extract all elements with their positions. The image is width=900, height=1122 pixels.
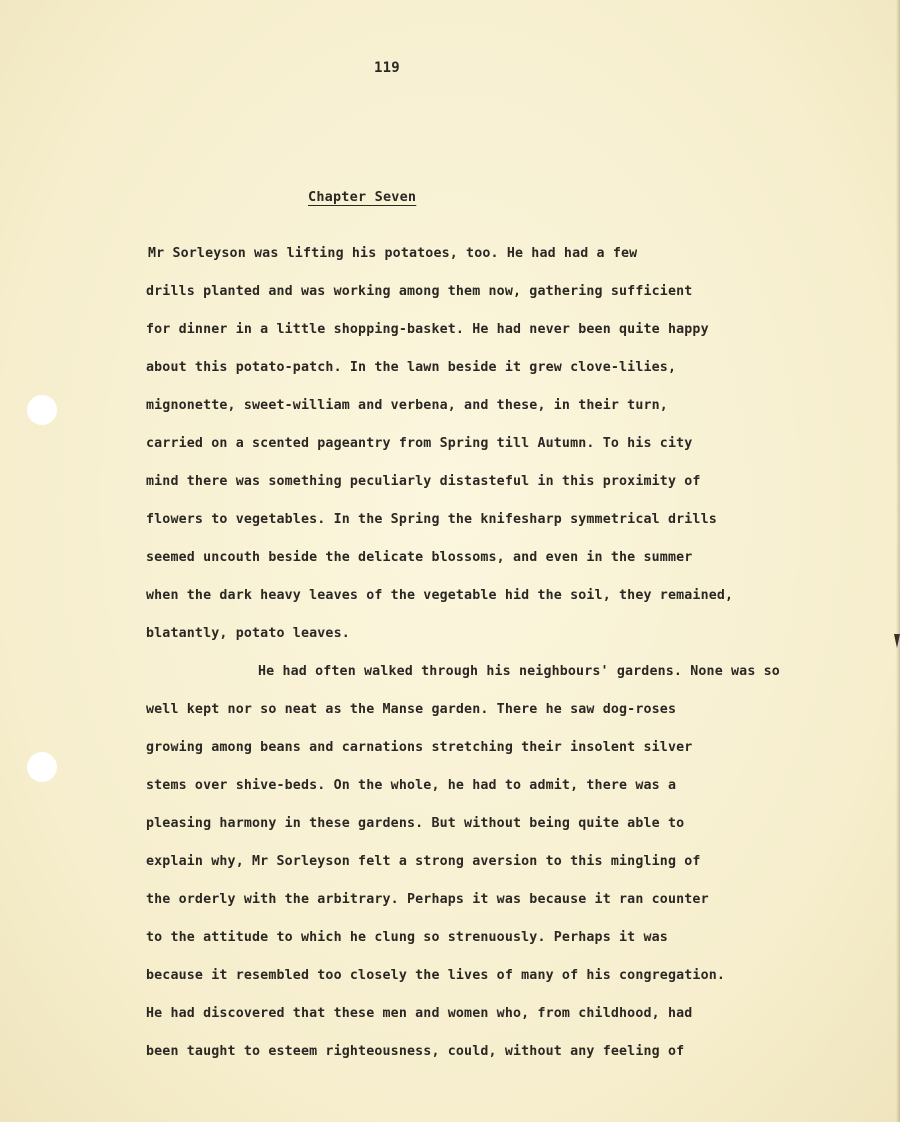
text-line: Mr Sorleyson was lifting his potatoes, too. He had had a few (148, 246, 638, 261)
text-line: well kept nor so neat as the Manse garden. There he saw dog-roses (146, 702, 677, 717)
text-line: He had discovered that these men and women who, from childhood, had (146, 1006, 693, 1021)
text-line: growing among beans and carnations stretching their insolent silver (146, 740, 693, 755)
text-line: stems over shive-beds. On the whole, he had to admit, there was a (146, 778, 677, 793)
text-line: for dinner in a little shopping-basket. He had never been quite happy (146, 322, 709, 337)
text-line: to the attitude to which he clung so strenuously. Perhaps it was (146, 930, 668, 945)
punch-hole-lower (27, 752, 57, 782)
text-line: when the dark heavy leaves of the vegetable hid the soil, they remained, (146, 588, 734, 603)
text-line: flowers to vegetables. In the Spring the knifesharp symmetrical drills (146, 512, 717, 527)
text-line: carried on a scented pageantry from Spring till Autumn. To his city (146, 436, 693, 451)
page-number: 119 (374, 60, 400, 76)
text-line: seemed uncouth beside the delicate blossoms, and even in the summer (146, 550, 693, 565)
page-edge-shadow (896, 0, 900, 1122)
text-line: pleasing harmony in these gardens. But without being quite able to (146, 816, 685, 831)
text-line: explain why, Mr Sorleyson felt a strong aversion to this mingling of (146, 854, 701, 869)
text-line: because it resembled too closely the lives of many of his congregation. (146, 968, 726, 983)
text-line: about this potato-patch. In the lawn beside it grew clove-lilies, (146, 360, 677, 375)
text-line: drills planted and was working among them now, gathering sufficient (146, 284, 693, 299)
punch-hole-upper (27, 395, 57, 425)
chapter-title: Chapter Seven (308, 189, 417, 205)
text-line: blatantly, potato leaves. (146, 626, 350, 641)
text-line: mignonette, sweet-william and verbena, and these, in their turn, (146, 398, 668, 413)
text-line: He had often walked through his neighbours' gardens. None was so (258, 664, 780, 679)
text-line: the orderly with the arbitrary. Perhaps it was because it ran counter (146, 892, 709, 907)
text-line: been taught to esteem righteousness, could, without any feeling of (146, 1044, 685, 1059)
text-line: mind there was something peculiarly distasteful in this proximity of (146, 474, 701, 489)
